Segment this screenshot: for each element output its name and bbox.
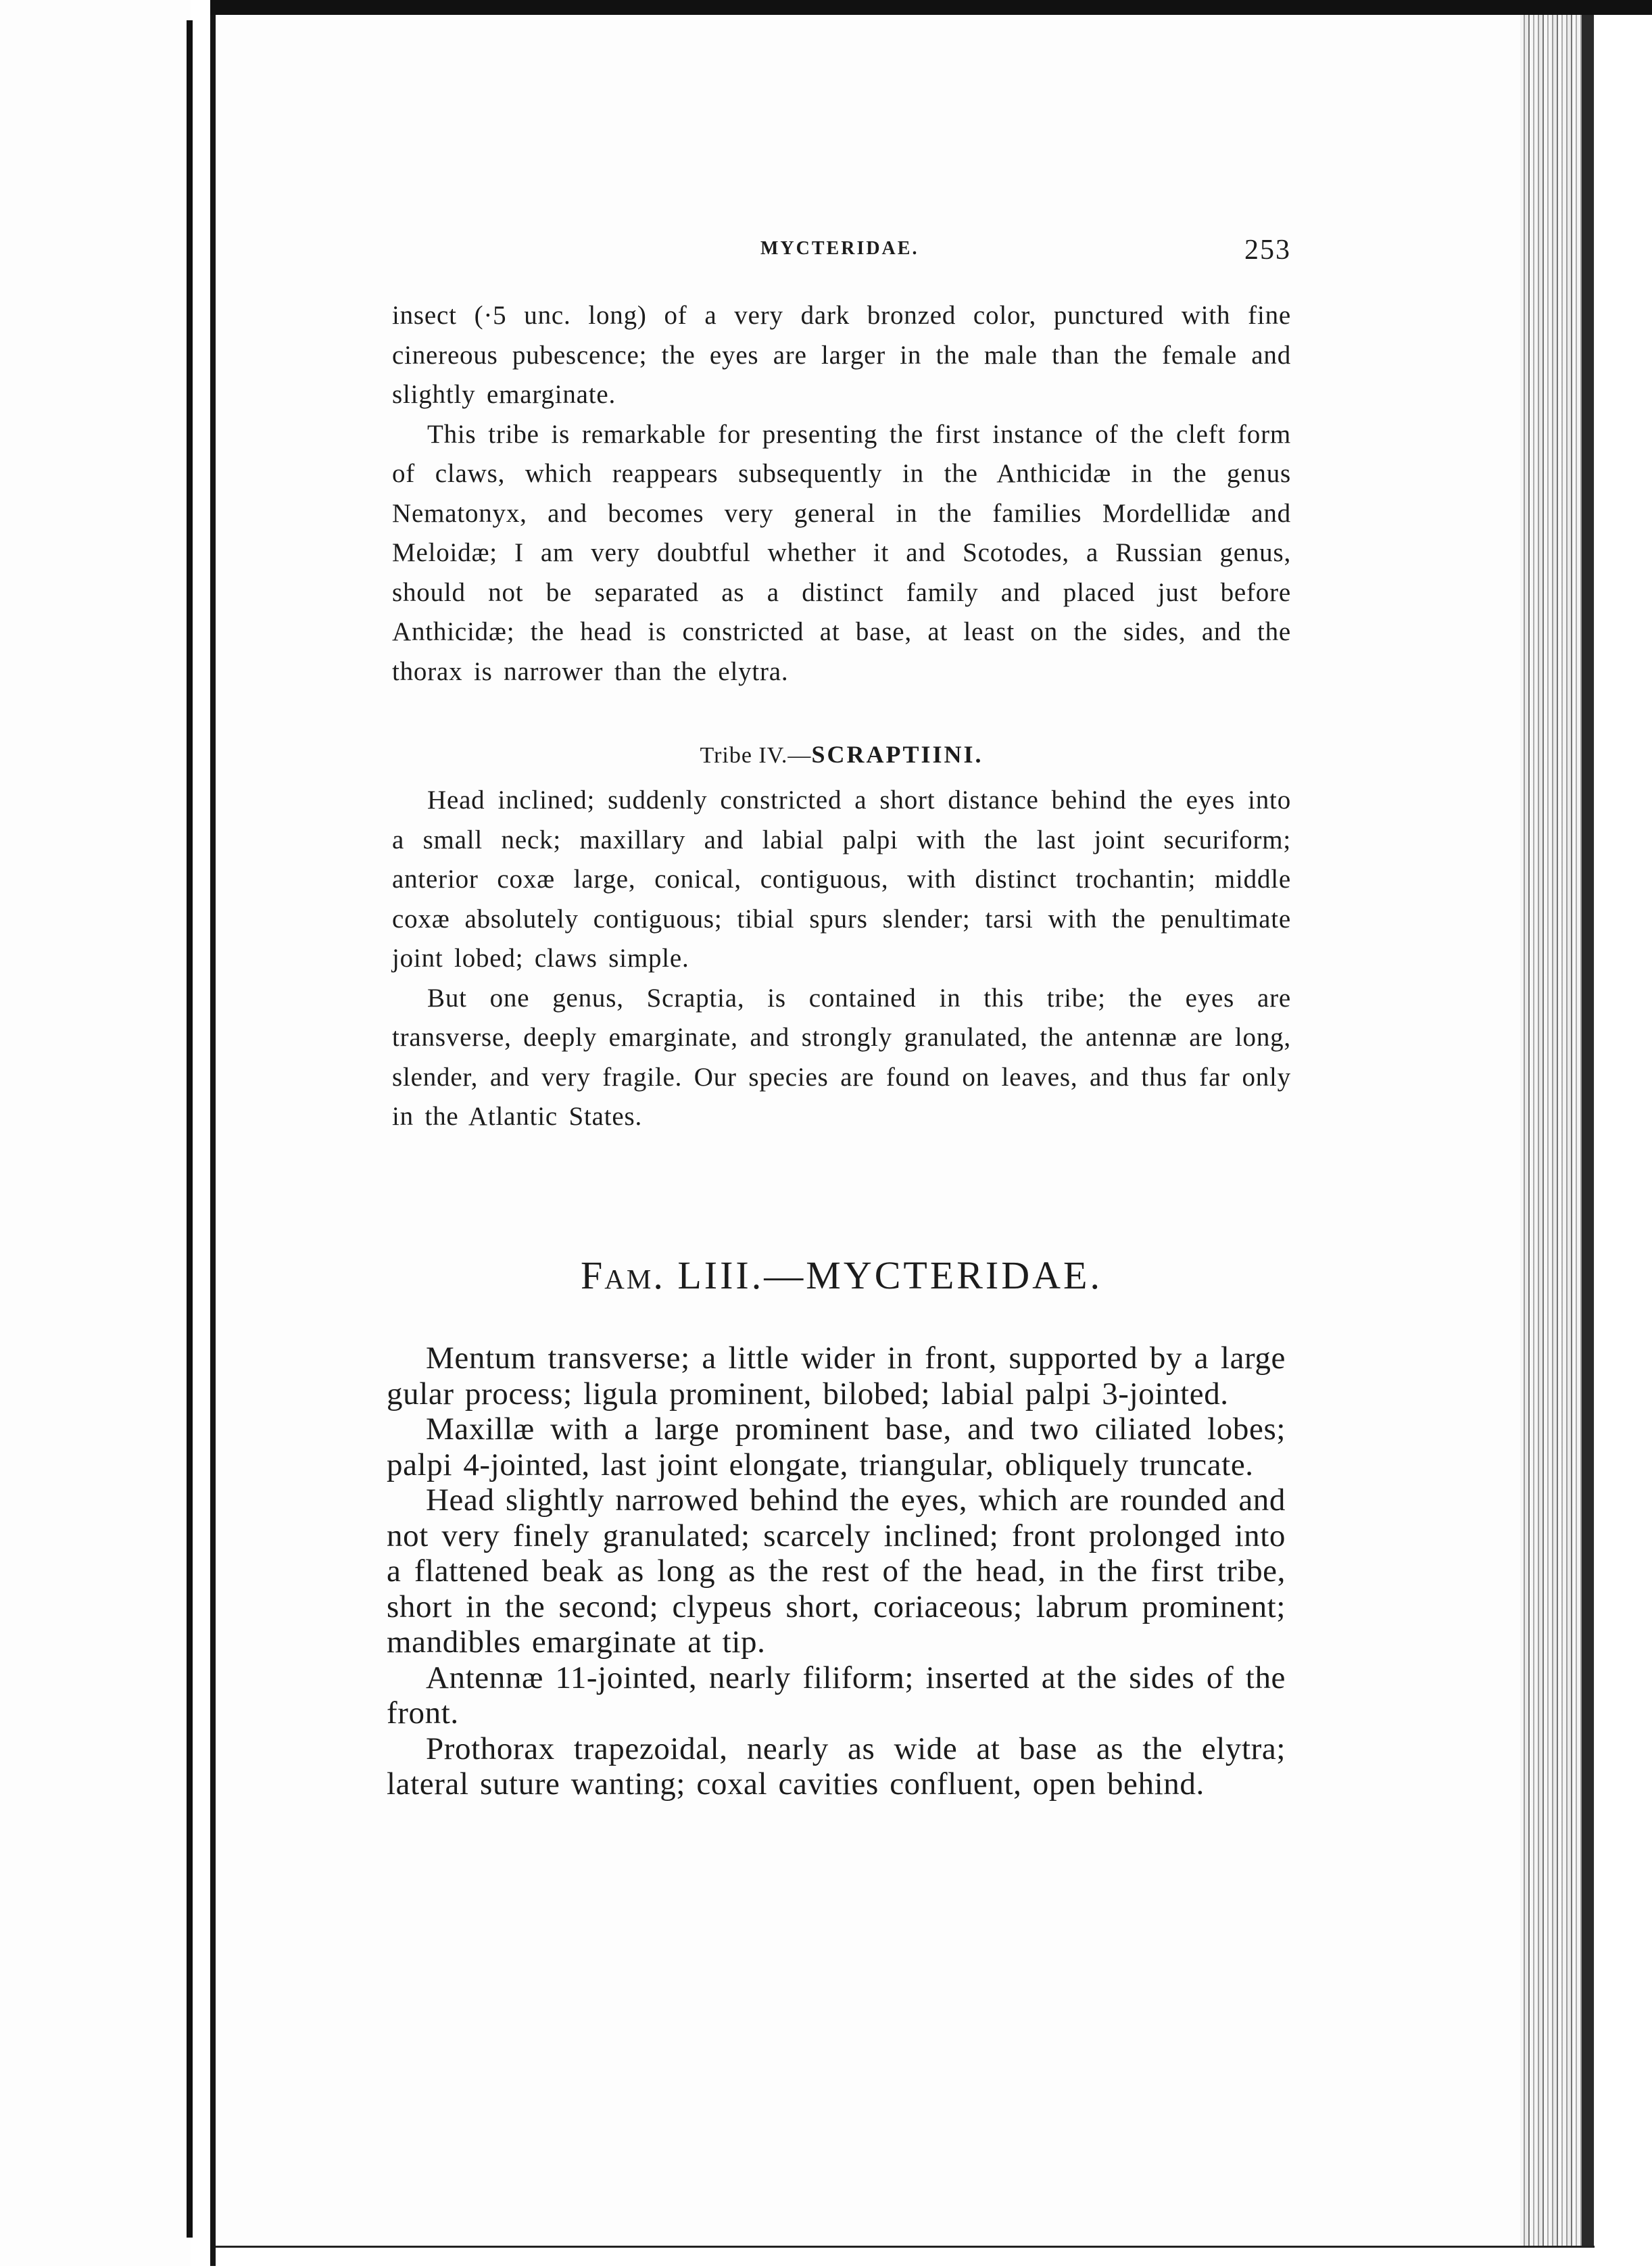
running-head-title: MYCTERIDAE. (760, 238, 919, 259)
paragraph: Head inclined; suddenly constricted a short distance behind the eyes into a small neck; maxillary and labial palpi with the last joint securiform; anterior coxæ large, conical, contiguous, with distinct trochantin; middle coxæ absolutely contiguous; tibial spurs slender; tarsi with the penultimate joint lobed; claws simple. (392, 786, 1291, 973)
paragraph: Mentum transverse; a little wider in front, supported by a large gular process; ligula prominent, bilobed; labial palpi 3-jointed. (387, 1341, 1286, 1412)
scan-right-border (1582, 15, 1594, 2246)
facing-page-edge (0, 0, 191, 2266)
scan-bottom-border (216, 2246, 1595, 2268)
page-number: 253 (1244, 235, 1291, 266)
tribe-heading (392, 740, 1291, 769)
continuation-text (392, 296, 1291, 692)
facing-page-border (187, 20, 193, 2238)
scan-top-border (210, 0, 1652, 15)
paragraph: This tribe is remarkable for presenting the first instance of the cleft form of claws, which reappears subsequently in the Anthicidæ in the genus Nematonyx, and becomes very general in the families Mordellidæ and Meloidæ; I am very doubtful whether it and Scotodes, a Russian genus, should not be separated as a distinct family and placed just before Anthicidæ; the head is constricted at base, at least on the sides, and the thorax is narrower than the elytra. (392, 419, 1291, 686)
paragraph: But one genus, Scraptia, is contained in this tribe; the eyes are transverse, deeply emarginate, and strongly granulated, the antennæ are long, slender, and very fragile. Our species are found on leaves, and thus far only in the Atlantic States. (392, 983, 1291, 1131)
family-prefix: Fam. (581, 1253, 665, 1297)
paragraph: Prothorax trapezoidal, nearly as wide at base as the elytra; lateral suture wanting; coxal cavities confluent, open behind. (387, 1731, 1286, 1802)
gutter-shadow (210, 0, 216, 2266)
running-head (392, 235, 1291, 272)
tribe-name: SCRAPTIINI. (811, 741, 983, 768)
family-title: LIII.—MYCTERIDAE. (664, 1253, 1102, 1297)
paragraph: Antennæ 11-jointed, nearly filiform; inserted at the sides of the front. (387, 1660, 1286, 1731)
family-heading (389, 1253, 1294, 1298)
tribe-prefix: Tribe IV.— (700, 743, 812, 768)
paragraph: Maxillæ with a large prominent base, and two ciliated lobes; palpi 4-jointed, last joint elongate, triangular, obliquely truncate. (387, 1412, 1286, 1482)
paragraph: insect (·5 unc. long) of a very dark bronzed color, punctured with fine cinereous pubescence; the eyes are larger in the male than the female and slightly emarginate. (392, 301, 1291, 409)
paragraph: Head slightly narrowed behind the eyes, which are rounded and not very finely granulated; scarcely inclined; front prolonged into a flattened beak as long as the rest of the head, in the first tribe, short in the second; clypeus short, coriaceous; labrum prominent; mandibles emarginate at tip. (387, 1482, 1286, 1660)
family-text (387, 1341, 1286, 1802)
tribe-text (392, 781, 1291, 1137)
